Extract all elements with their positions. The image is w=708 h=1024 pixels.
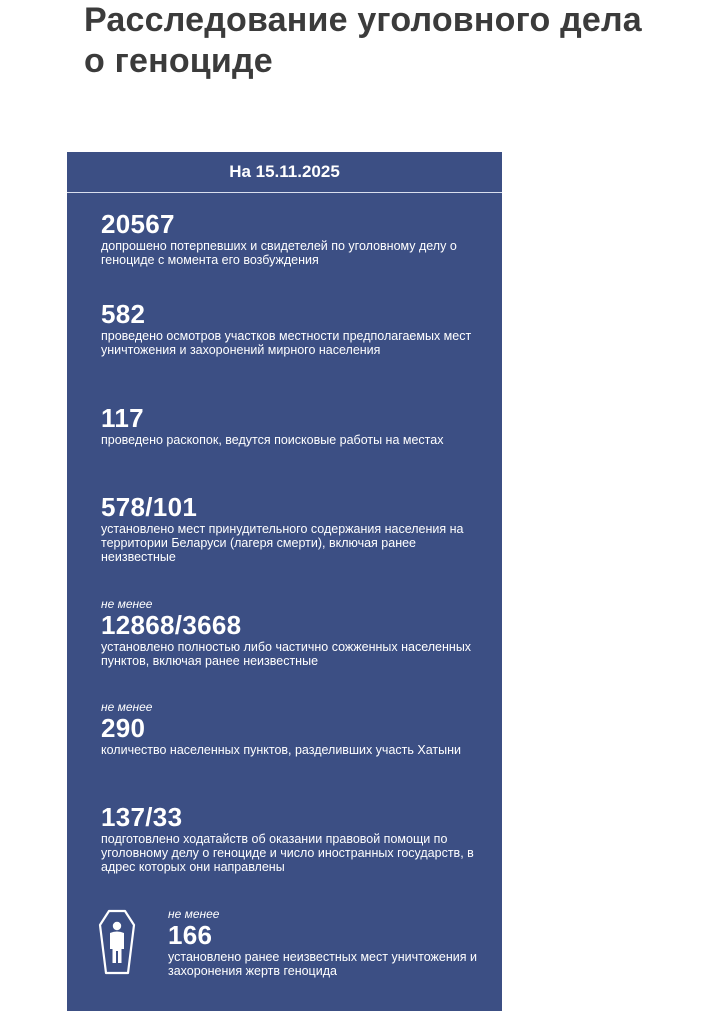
stat-qualifier: не менее (101, 597, 153, 611)
panel-header-date: На 15.11.2025 (67, 152, 502, 193)
stat-value: 117 (101, 403, 144, 433)
stat-value: 137/33 (101, 802, 183, 832)
stat-value: 12868/3668 (101, 610, 242, 640)
stat-interrogated (101, 210, 486, 267)
stat-burial-sites (168, 907, 488, 978)
stat-khatyn-settlements (101, 700, 486, 757)
page-title: Расследование уголовного дела о геноциде (84, 1, 642, 80)
stat-value: 582 (101, 299, 146, 329)
stat-qualifier: не менее (101, 700, 153, 714)
stat-description: установлено мест принудительного содержания населения на территории Беларуси (лагеря смерти), включая ранее неизвестные (101, 522, 464, 564)
stat-description: допрошено потерпевших и свидетелей по уголовному делу о геноциде с момента его возбуждения (101, 239, 457, 267)
stat-description: проведено раскопок, ведутся поисковые работы на местах (101, 433, 444, 447)
stat-description: установлено ранее неизвестных мест уничтожения и захоронения жертв геноцида (168, 950, 477, 978)
coffin-person-icon (97, 909, 137, 975)
stats-panel (67, 152, 502, 1011)
stat-value: 20567 (101, 209, 175, 239)
stat-description: подготовлено ходатайств об оказании правовой помощи по уголовному делу о геноциде и число иностранных государств, в адрес которых они направлены (101, 832, 474, 874)
stat-excavations (101, 404, 486, 447)
stat-description: установлено полностью либо частично сожженных населенных пунктов, включая ранее неизвестные (101, 640, 472, 668)
stat-inspections (101, 300, 486, 357)
stat-camps (101, 493, 486, 564)
stat-value: 578/101 (101, 492, 198, 522)
stat-description: проведено осмотров участков местности предполагаемых мест уничтожения и захоронений мирного населения (101, 329, 472, 357)
stat-description: количество населенных пунктов, разделивших участь Хатыни (101, 743, 461, 757)
stat-value: 290 (101, 713, 146, 743)
stat-value: 166 (168, 920, 213, 950)
stat-legal-assistance (101, 803, 486, 874)
stat-burned-settlements (101, 597, 486, 668)
stat-qualifier: не менее (168, 907, 220, 921)
